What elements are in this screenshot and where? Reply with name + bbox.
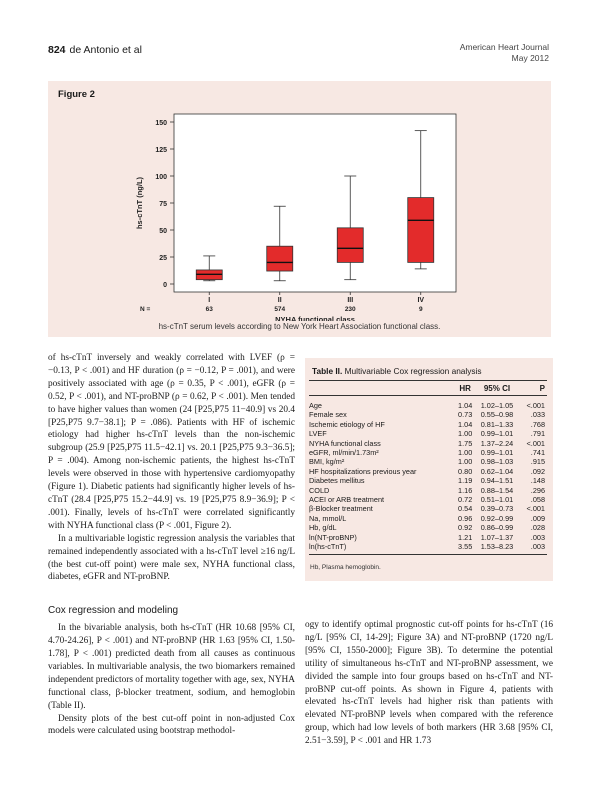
y-tick-label: 50 [159,228,167,235]
ci-cell: 0.98–1.03 [480,457,514,467]
table-row [309,486,547,495]
p-value-cell: .768 [530,419,545,429]
cox-regression-table [309,380,547,555]
p-value-cell: .296 [530,485,545,495]
hr-cell: 0.73 [458,410,473,420]
boxplot-chart [48,81,551,321]
hr-cell: 1.00 [458,429,473,439]
ci-cell: 0.92–0.99 [480,513,514,523]
column-header: 95% CI [475,381,519,396]
ci-cell: 0.39–0.73 [480,504,514,514]
variable-cell: Diabetes mellitus [309,476,365,486]
variable-cell: COLD [309,485,330,495]
ci-cell: 0.99–1.01 [480,429,514,439]
p-value-cell: .003 [519,542,547,554]
p-value-cell: .915 [530,457,545,467]
y-tick-label: 0 [163,282,167,289]
p-value-cell: .033 [530,410,545,420]
x-tick-label: IV [417,297,425,304]
ci-cell: 1.53–8.23 [475,542,519,554]
hr-cell: 1.16 [458,485,473,495]
n-value-label: 574 [274,306,286,313]
box-IV [408,198,434,263]
paragraph: In the bivariable analysis, both hs-cTnT (HR 10.68 [95% CI, 4.70-24.26], P < .001) and NT-proBNP (HR 1.63 [95% CI, 1.50-1.78], P < .001) predicted death from all causes as continuous variables. In multivariable analysis, the two biomarkers remained independent predictors of mortality together with age, sex, NYHA functional class, β-blocker treatment, sodium, and hemoglobin (Table II). [48,623,295,711]
x-tick-label: II [277,297,282,304]
section-heading: Cox regression and modeling [48,605,179,617]
variable-cell: NYHA functional class [309,438,381,448]
n-value-label: 230 [344,306,356,313]
p-value-cell: .148 [530,476,545,486]
x-tick-label: I [208,297,211,304]
variable-cell: ACEI or ARB treatment [309,495,385,505]
paragraph: Density plots of the best cut-off point in non-adjusted Cox models were calculated using bootstrap methodol- [48,713,295,737]
column-header: P [519,381,547,396]
variable-cell: Ischemic etiology of HF [309,419,385,429]
hr-cell: 1.21 [458,532,473,542]
p-value-cell: .741 [530,448,545,458]
hr-cell: 1.04 [458,401,473,410]
hr-cell: 1.00 [458,448,473,458]
variable-cell: β-Blocker treatment [309,504,373,514]
p-value-cell: <.001 [526,504,545,514]
n-value-label: 9 [418,306,423,313]
figure-caption: hs-cTnT serum levels according to New York Heart Association functional class. [158,322,441,331]
hr-cell: 0.80 [458,466,473,476]
n-label: N = [140,306,151,313]
hr-cell: 0.96 [458,513,473,523]
y-tick-label: 25 [159,255,167,262]
ci-cell: 0.62–1.04 [480,466,514,476]
paragraph: ogy to identify optimal prognostic cut-off points for hs-cTnT (16 ng/L [95% CI, 14-29]; Figure 3A) and NT-proBNP (1720 ng/L [95% CI, 1550-2000]; Figure 3B). To determine the potential utility of simultaneous hs-cTnT and NT-proBNP assessment, we divided the sample into four groups based on hs-cTnT and NT-proBNP cut-off points. As shown in Figure 4, patients with elevated hs-cTnT levels had higher risk than patients with elevated NT-proBNP levels when compared with the reference group, which had low levels of both markers (HR 3.68 [95% CI, 2.51−3.59], P < .001 and HR 1.73 [305,620,553,747]
y-tick-label: 150 [155,120,167,127]
right-text-column [305,619,553,748]
y-tick-label: 75 [159,201,167,208]
table-row [309,542,547,554]
table-footnote: Hb, Plasma hemoglobin. [310,564,381,571]
column-header: HR [455,381,474,396]
p-value-cell: .092 [530,466,545,476]
table-row [309,514,547,523]
ci-cell: 0.55–0.98 [480,410,514,420]
table-row [309,467,547,476]
ci-cell: 1.37–2.24 [480,438,514,448]
ci-cell: 0.88–1.54 [480,485,514,495]
figure-label: Figure 2 [58,89,95,100]
hr-cell: 0.92 [458,523,473,533]
table-row [309,476,547,485]
p-value-cell: .003 [530,532,545,542]
y-tick-label: 100 [155,174,167,181]
n-value-label: 63 [205,306,213,313]
variable-cell: BMI, kg/m² [309,457,345,467]
hr-cell: 0.72 [458,495,473,505]
running-header-left [48,44,142,56]
page-number: 824 [48,44,66,56]
variable-cell: HF hospitalizations previous year [309,466,417,476]
ci-cell: 0.51–1.01 [480,495,514,505]
p-value-cell: .009 [530,513,545,523]
hr-cell: 3.55 [455,542,474,554]
ci-cell: 0.86–0.99 [480,523,514,533]
table-row [309,533,547,542]
variable-cell: Age [309,401,322,410]
x-axis-label: NYHA functional class [275,315,355,321]
box-III [337,228,363,263]
variable-cell: ln(hs-cTnT) [309,542,455,554]
journal-name: American Heart Journal [459,42,549,52]
author-line: de Antonio et al [69,44,142,56]
table-title [312,366,482,376]
table-header-row [309,381,547,396]
table-label: Table II. [312,366,343,376]
hr-cell: 0.54 [458,504,473,514]
table-row [309,410,547,419]
p-value-cell: .058 [530,495,545,505]
table-caption: Multivariable Cox regression analysis [344,366,482,376]
issue-date: May 2012 [511,53,549,63]
variable-cell: Hb, g/dL [309,523,337,533]
y-axis-label: hs-cTnT (ng/L) [135,176,144,230]
hr-cell: 1.75 [458,438,473,448]
variable-cell: ln(NT-proBNP) [309,532,357,542]
p-value-cell: <.001 [526,401,545,410]
p-value-cell: .791 [530,429,545,439]
y-tick-label: 125 [155,147,167,154]
ci-cell: 0.94–1.51 [480,476,514,486]
variable-cell: Female sex [309,410,347,420]
paragraph: In a multivariable logistic regression analysis the variables that remained independently associated with a hs-cTnT level ≥16 ng/L (the best cut-off point) were male sex, NYHA functional class, diabetes, eGFR and NT-proBNP. [48,533,295,583]
hr-cell: 1.19 [458,476,473,486]
table-row [309,439,547,448]
left-text-column [48,352,295,738]
hr-cell: 1.00 [458,457,473,467]
table-row [309,396,547,411]
p-value-cell: <.001 [526,438,545,448]
variable-cell: LVEF [309,429,327,439]
variable-cell: eGFR, ml/min/1.73m² [309,448,379,458]
ci-cell: 0.99–1.01 [480,448,514,458]
table-row [309,457,547,466]
ci-cell: 1.07–1.37 [480,532,514,542]
column-header [309,381,455,396]
ci-cell: 0.81–1.33 [480,419,514,429]
table-row [309,523,547,532]
table-row [309,448,547,457]
table-row [309,429,547,438]
x-tick-label: III [347,297,354,304]
hr-cell: 1.04 [458,419,473,429]
p-value-cell: .028 [530,523,545,533]
table-row [309,420,547,429]
paragraph: of hs-cTnT inversely and weakly correlated with LVEF (ρ = −0.13, P < .001) and HF duration (ρ = −0.12, P = .001), and were positively associated with age (ρ = 0.35, P < .001), eGFR (ρ = 0.52, P < .001), and NT-proBNP (ρ = 0.62, P < .001). Men tended to have higher values than women (24 [P25,P75 11−40.9] vs 20.4 [P25,P75 9.7−38.1]; P = .086). Patients with HF of ischemic etiology had higher hs-cTnT levels than the non-ischemic subgroup (25.9 [P25,P75 11.5−42.1] vs. 20.1 [P25,P75 9.3−36.5]; P = .004). Among non-ischemic patients, the highest hs-cTnT levels were observed in those with hypertensive cardiomyopathy (Figure 1). Diabetic patients had significantly higher levels of hs-cTnT (28.4 [P25,P75 15.2−44.9] vs. 19 [P25,P75 8.9−36.9]; P < .001). Finally, levels of hs-cTnT were correlated significantly with NYHA functional class (P < .001, Figure 2). [48,353,295,531]
table-row [309,495,547,504]
variable-cell: Na, mmol/L [309,513,347,523]
box-II [267,246,293,271]
ci-cell: 1.02–1.05 [480,401,514,410]
table-row [309,504,547,513]
running-header-right [460,42,549,64]
